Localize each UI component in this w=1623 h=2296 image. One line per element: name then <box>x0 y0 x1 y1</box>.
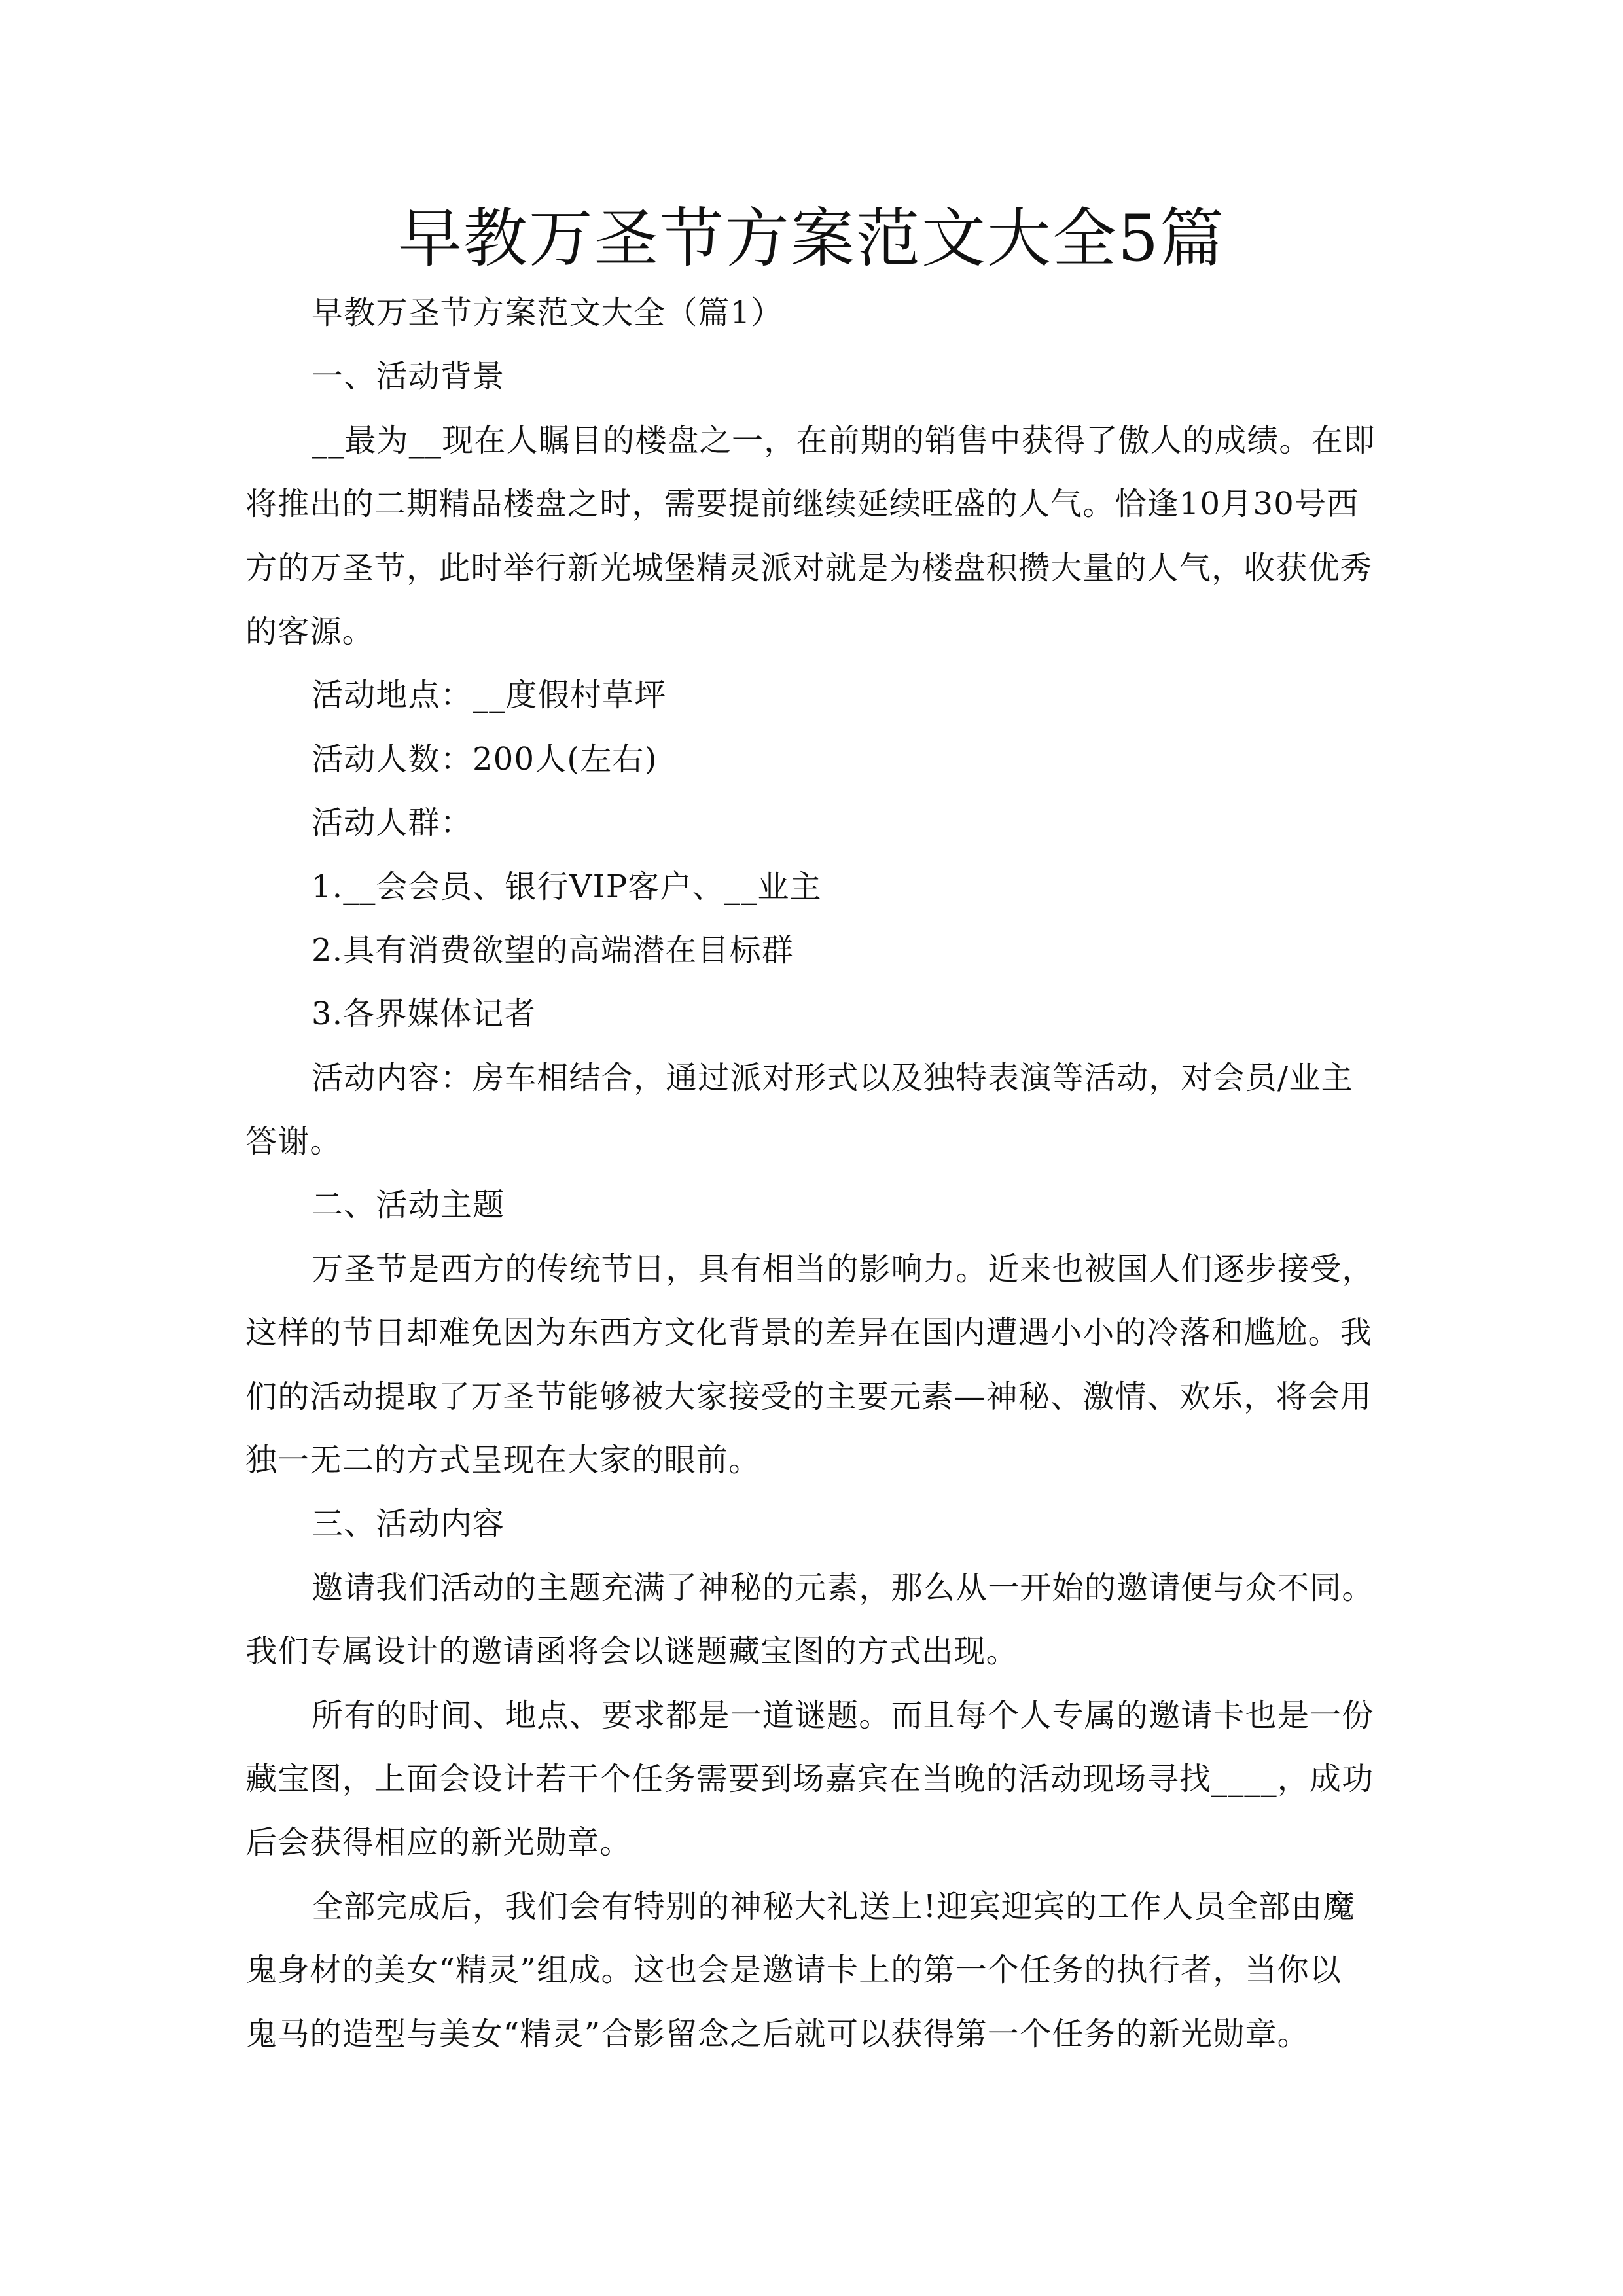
text-line: 活动人数：200人(左右) <box>312 740 658 778</box>
text-line: 2.具有消费欲望的高端潜在目标群 <box>312 931 794 969</box>
text-line: 这样的节日却难免因为东西方文化背景的差异在国内遭遇小小的冷落和尴尬。我 <box>245 1314 1373 1352</box>
text-line: 答谢。 <box>245 1123 342 1160</box>
text-line: __最为__现在人瞩目的楼盘之一，在前期的销售中获得了傲人的成绩。在即 <box>312 422 1376 459</box>
paragraph <box>245 982 1387 1046</box>
text-line: 一、活动背景 <box>312 358 505 395</box>
paragraph <box>245 791 1387 855</box>
text-line: 1.__会会员、银行VIP客户、__业主 <box>312 868 822 905</box>
text-line: 活动人群： <box>312 804 473 842</box>
text-line: 二、活动主题 <box>312 1187 505 1224</box>
document-title: 早教万圣节方案范文大全5篇 <box>397 202 1226 276</box>
paragraph <box>245 1556 1387 1684</box>
paragraph <box>245 345 1387 408</box>
text-line: 的客源。 <box>245 613 374 650</box>
paragraph <box>245 281 1387 345</box>
text-line: 们的活动提取了万圣节能够被大家接受的主要元素—神秘、激情、欢乐，将会用 <box>245 1378 1373 1415</box>
text-line: 独一无二的方式呈现在大家的眼前。 <box>245 1442 761 1479</box>
text-line: 万圣节是西方的传统节日，具有相当的影响力。近来也被国人们逐步接受， <box>312 1250 1374 1287</box>
paragraph <box>245 1174 1387 1237</box>
text-line: 将推出的二期精品楼盘之时，需要提前继续延续旺盛的人气。恰逢10月30号西 <box>245 486 1359 523</box>
text-line: 后会获得相应的新光勋章。 <box>245 1824 632 1861</box>
text-line: 鬼马的造型与美女“精灵”合影留念之后就可以获得第一个任务的新光勋章。 <box>245 2015 1310 2053</box>
paragraph <box>245 855 1387 919</box>
paragraph <box>245 409 1387 664</box>
paragraph <box>245 1684 1387 1875</box>
text-line: 藏宝图，上面会设计若干个任务需要到场嘉宾在当晚的活动现场寻找____，成功 <box>245 1760 1374 1797</box>
text-line: 所有的时间、地点、要求都是一道谜题。而且每个人专属的邀请卡也是一份 <box>312 1696 1374 1734</box>
document-body <box>245 281 1387 2066</box>
text-line: 鬼身材的美女“精灵”组成。这也会是邀请卡上的第一个任务的执行者，当你以 <box>245 1952 1342 1989</box>
paragraph <box>245 919 1387 982</box>
text-line: 全部完成后，我们会有特别的神秘大礼送上!迎宾迎宾的工作人员全部由魔 <box>312 1888 1355 1925</box>
text-line: 三、活动内容 <box>312 1505 505 1543</box>
text-line: 活动地点：__度假村草坪 <box>312 677 667 714</box>
paragraph <box>245 1047 1387 1174</box>
text-line: 3.各界媒体记者 <box>312 996 537 1033</box>
paragraph <box>245 1492 1387 1556</box>
paragraph <box>245 1875 1387 2066</box>
paragraph <box>245 664 1387 727</box>
text-line: 我们专属设计的邀请函将会以谜题藏宝图的方式出现。 <box>245 1633 1018 1670</box>
text-line: 活动内容：房车相结合，通过派对形式以及独特表演等活动，对会员/业主 <box>312 1059 1353 1096</box>
paragraph <box>245 728 1387 791</box>
text-line: 方的万圣节，此时举行新光城堡精灵派对就是为楼盘积攒大量的人气，收获优秀 <box>245 549 1373 586</box>
text-line: 邀请我们活动的主题充满了神秘的元素，那么从一开始的邀请便与众不同。 <box>312 1569 1374 1606</box>
text-line: 早教万圣节方案范文大全（篇1） <box>312 295 783 331</box>
paragraph <box>245 1238 1387 1493</box>
